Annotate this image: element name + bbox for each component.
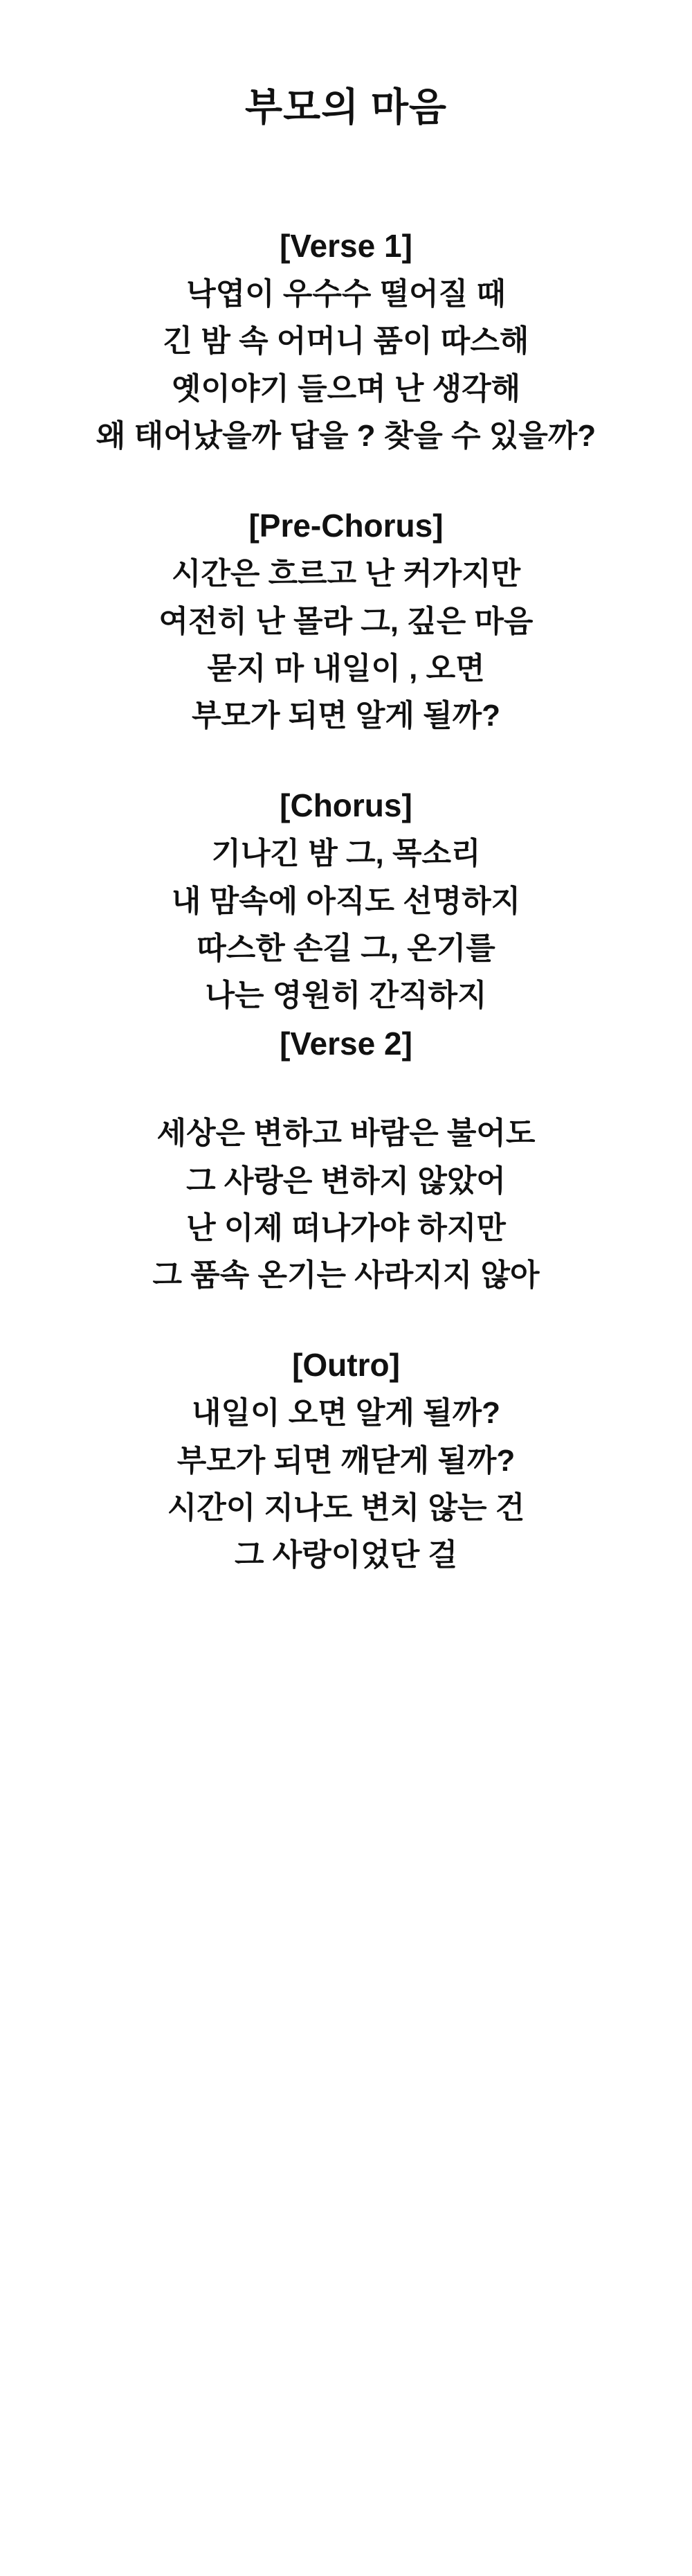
lyrics-line: 내 맘속에 아직도 선명하지 [171, 884, 521, 918]
lyrics-spacer [42, 460, 650, 501]
lyrics-line: 부모가 되면 깨닫게 될까? [176, 1443, 516, 1478]
lyrics-spacer [42, 1068, 650, 1110]
lyrics-line: 그 사랑이었단 걸 [235, 1538, 457, 1573]
lyrics-line: 시간은 흐르고 난 커가지만 [171, 557, 521, 591]
lyrics-spacer [42, 1299, 650, 1341]
lyrics-line: 나는 영원히 간직하지 [205, 978, 487, 1012]
lyrics-line: 시간이 지나도 변치 않는 건 [167, 1490, 525, 1525]
lyrics-line: 옛이야기 들으며 난 생각해 [171, 371, 521, 406]
lyrics-spacer [42, 740, 650, 781]
lyrics-line: 왜 태어났을까 답을 ? 찾을 수 있을까? [95, 418, 597, 453]
lyrics-line: 난 이제 떠나가야 하지만 [186, 1210, 506, 1245]
section-heading: [Verse 1] [280, 228, 412, 264]
section-heading: [Chorus] [280, 787, 412, 824]
section-heading: [Verse 2] [280, 1026, 412, 1062]
section-heading: [Pre-Chorus] [248, 508, 444, 544]
lyrics-spacer [42, 170, 650, 222]
lyrics-line: 묻지 마 내일이 , 오면 [207, 651, 485, 686]
lyrics-line: 세상은 변하고 바람은 불어도 [156, 1116, 536, 1151]
lyrics-line: 따스한 손길 그, 온기를 [197, 931, 495, 965]
lyrics-line: 그 사랑은 변하지 않았어 [186, 1163, 506, 1198]
lyrics-line: 기나긴 밤 그, 목소리 [211, 837, 481, 871]
lyrics-line: 내일이 오면 알게 될까? [191, 1396, 501, 1431]
page-title: 부모의 마음 [244, 85, 448, 129]
lyrics-line: 부모가 되면 알게 될까? [191, 698, 501, 733]
lyrics-line: 여전히 난 몰라 그, 깊은 마음 [158, 604, 534, 638]
lyrics-line: 긴 밤 속 어머니 품이 따스해 [163, 324, 529, 359]
section-heading: [Outro] [292, 1347, 400, 1384]
lyrics-line: 그 품속 온기는 사라지지 않아 [152, 1258, 540, 1292]
lyrics-body [42, 170, 650, 1579]
lyrics-line: 낙엽이 우수수 떨어질 때 [186, 277, 506, 312]
